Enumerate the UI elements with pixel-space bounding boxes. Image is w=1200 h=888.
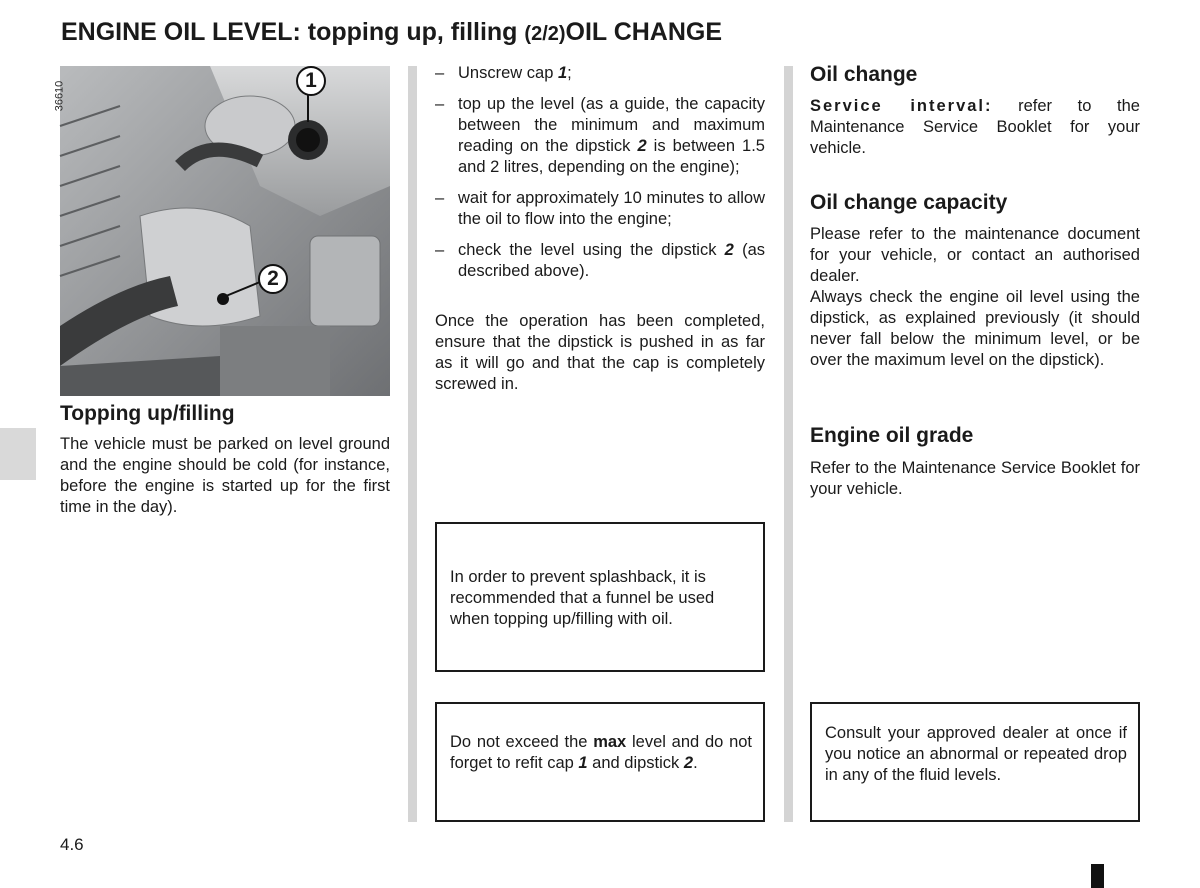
step-item: – Unscrew cap 1; [435, 63, 765, 84]
column-divider-right [784, 66, 793, 822]
column-divider-left [408, 66, 417, 822]
title-main: ENGINE OIL LEVEL: topping up, filling [61, 18, 525, 46]
max-level-warning-box [435, 702, 765, 822]
capacity-text-1: Please refer to the maintenance document for your vehicle, or contact an authorised dealer. [810, 225, 1140, 285]
step-item: – top up the level (as a guide, the capacity between the minimum and maximum reading on the dipstick 2 is between 1.5 and 2 litres, depending on the engine); [435, 94, 765, 178]
oil-change-heading: Oil change [810, 63, 918, 86]
step-item: – check the level using the dipstick 2 (as described above). [435, 240, 765, 282]
consult-dealer-box [810, 702, 1140, 822]
consult-dealer-text: Consult your approved dealer at once if you notice an abnormal or repeated drop in any of the fluid levels. [825, 724, 1127, 784]
topping-up-body: The vehicle must be parked on level ground and the engine should be cold (for instance, before the engine is started up for the first time in the day). [60, 435, 390, 516]
chapter-tab [0, 428, 36, 480]
capacity-heading: Oil change capacity [810, 191, 1008, 214]
page-marker [1091, 864, 1104, 888]
oil-grade-heading: Engine oil grade [810, 424, 974, 447]
page-title [61, 18, 722, 47]
engine-photo [53, 66, 390, 396]
capacity-text-2: Always check the engine oil level using the dipstick, as explained previously (it should never fall below the minimum level, or be over the maximum level on the dipstick). [810, 288, 1140, 369]
title-second: OIL CHANGE [565, 18, 723, 46]
service-interval-text: Service interval: refer to the Maintenance Service Booklet for your vehicle. [810, 97, 1140, 157]
funnel-note-text: In order to prevent splashback, it is recommended that a funnel be used when topping up/filling with oil. [450, 568, 715, 628]
max-level-warning-text: Do not exceed the max level and do not forget to refit cap 1 and dipstick 2. [450, 733, 753, 772]
procedure-steps [435, 63, 765, 292]
funnel-note-box [435, 522, 765, 672]
step-item: – wait for approximately 10 minutes to allow the oil to flow into the engine; [435, 188, 765, 230]
topping-up-heading: Topping up/filling [60, 402, 235, 425]
figure-code: 36610 [53, 80, 66, 112]
oil-grade-text: Refer to the Maintenance Service Booklet for your vehicle. [810, 459, 1140, 498]
callout-2: 2 [258, 264, 288, 294]
callout-1: 1 [296, 66, 326, 96]
page-number: 4.6 [60, 835, 84, 854]
completion-text: Once the operation has been completed, ensure that the dipstick is pushed in as far as it will go and that the cap is completely screwed in. [435, 312, 765, 393]
title-part: (2/2) [524, 23, 566, 45]
